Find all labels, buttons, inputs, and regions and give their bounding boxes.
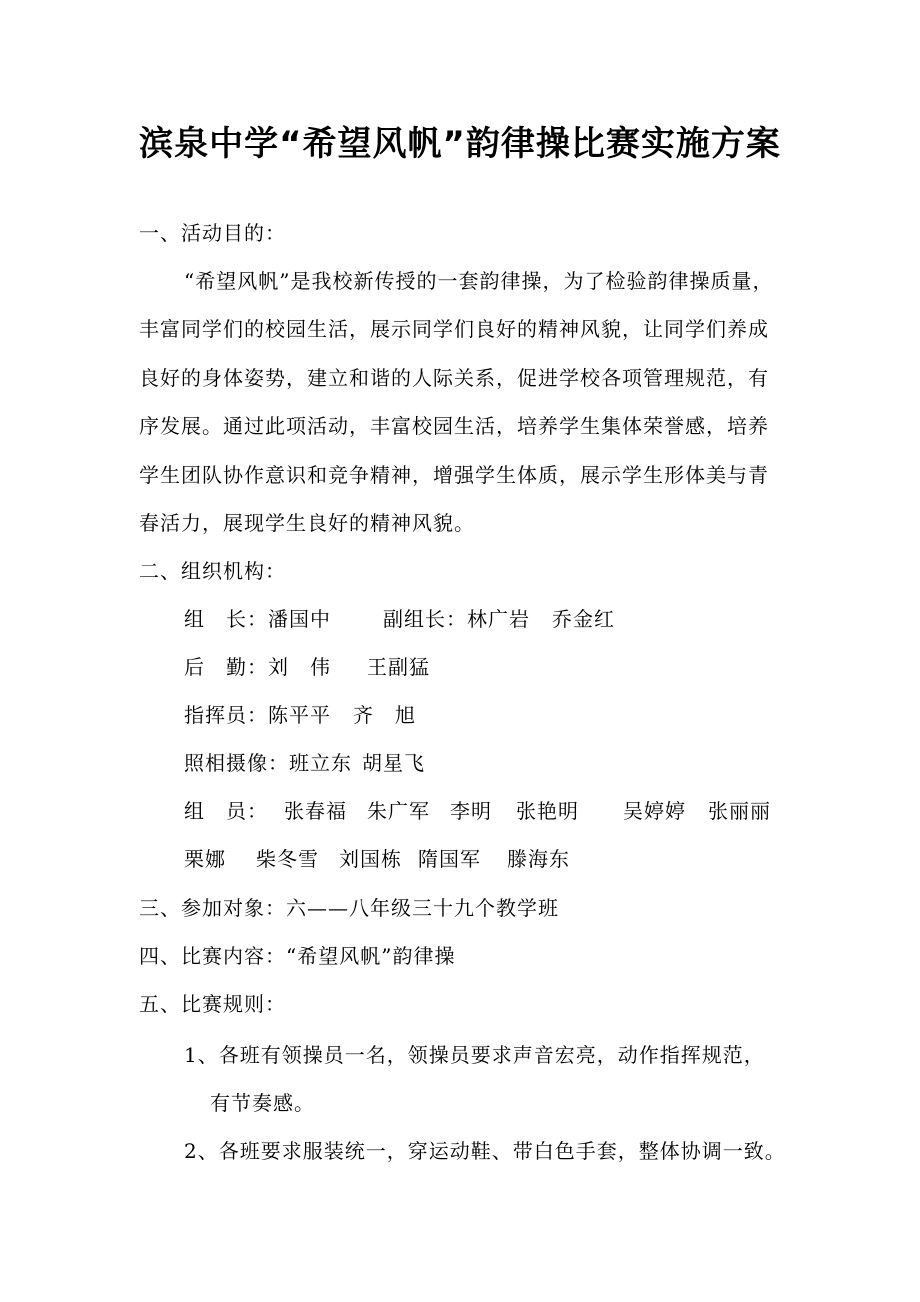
member-name: 张丽丽 <box>708 799 771 823</box>
paragraph-line: 良好的身体姿势，建立和谐的人际关系，促进学校各项管理规范，有 <box>139 366 769 390</box>
member-name: 栗娜 <box>184 847 226 871</box>
logistics-name: 刘 伟 <box>268 655 331 679</box>
member-name: 柴冬雪 <box>256 847 319 871</box>
rule-1-line-2: 有节奏感。 <box>210 1091 315 1115</box>
paragraph-line: 学生团队协作意识和竞争精神，增强学生体质，展示学生形体美与青 <box>139 463 769 487</box>
rule-2: 2、各班要求服装统一，穿运动鞋、带白色手套，整体协调一致。 <box>184 1139 786 1163</box>
deputy-name: 乔金红 <box>552 607 615 631</box>
logistics-name: 王副猛 <box>367 655 430 679</box>
members-row-2 <box>184 846 570 872</box>
leader-label: 组 长： <box>184 607 268 631</box>
photo-row <box>184 750 425 776</box>
paragraph-line: “希望风帆”是我校新传授的一套韵律操，为了检验韵律操质量， <box>184 269 774 293</box>
paragraph-line: 春活力，展现学生良好的精神风貌。 <box>139 511 475 535</box>
member-name: 隋国军 <box>418 847 481 871</box>
deputy-label: 副组长： <box>383 607 467 631</box>
member-name: 李明 <box>450 799 492 823</box>
director-label: 指挥员： <box>184 703 268 727</box>
photo-label: 照相摄像： <box>184 751 289 775</box>
page-title: 滨泉中学“希望风帆”韵律操比赛实施方案 <box>139 124 781 164</box>
director-row <box>184 702 416 728</box>
leader-row <box>184 606 615 632</box>
director-name: 齐 旭 <box>353 703 416 727</box>
members-label: 组 员： <box>184 799 268 823</box>
section-4-text: 四、比赛内容：“希望风帆”韵律操 <box>139 944 456 968</box>
logistics-row <box>184 654 430 680</box>
section-3-text: 三、参加对象：六——八年级三十九个教学班 <box>139 896 559 920</box>
photo-name: 胡星飞 <box>362 751 425 775</box>
deputy-name: 林广岩 <box>467 607 530 631</box>
member-name: 刘国栋 <box>339 847 402 871</box>
rule-1-line-1: 1、各班有领操员一名，领操员要求声音宏亮，动作指挥规范， <box>184 1043 765 1067</box>
member-name: 张春福 <box>284 799 347 823</box>
paragraph-line: 序发展。通过此项活动，丰富校园生活，培养学生集体荣誉感，培养 <box>139 414 769 438</box>
logistics-label: 后 勤： <box>184 655 268 679</box>
member-name: 滕海东 <box>507 847 570 871</box>
section-1-heading: 一、活动目的： <box>139 221 286 245</box>
member-name: 张艳明 <box>516 799 579 823</box>
paragraph-line: 丰富同学们的校园生活，展示同学们良好的精神风貌，让同学们养成 <box>139 317 769 341</box>
members-row-1 <box>184 798 771 824</box>
photo-name: 班立东 <box>289 751 352 775</box>
member-name: 吴婷婷 <box>623 799 686 823</box>
director-name: 陈平平 <box>268 703 331 727</box>
section-2-heading: 二、组织机构： <box>139 559 286 583</box>
leader-name: 潘国中 <box>268 607 331 631</box>
member-name: 朱广军 <box>367 799 430 823</box>
section-5-heading: 五、比赛规则： <box>139 992 286 1016</box>
